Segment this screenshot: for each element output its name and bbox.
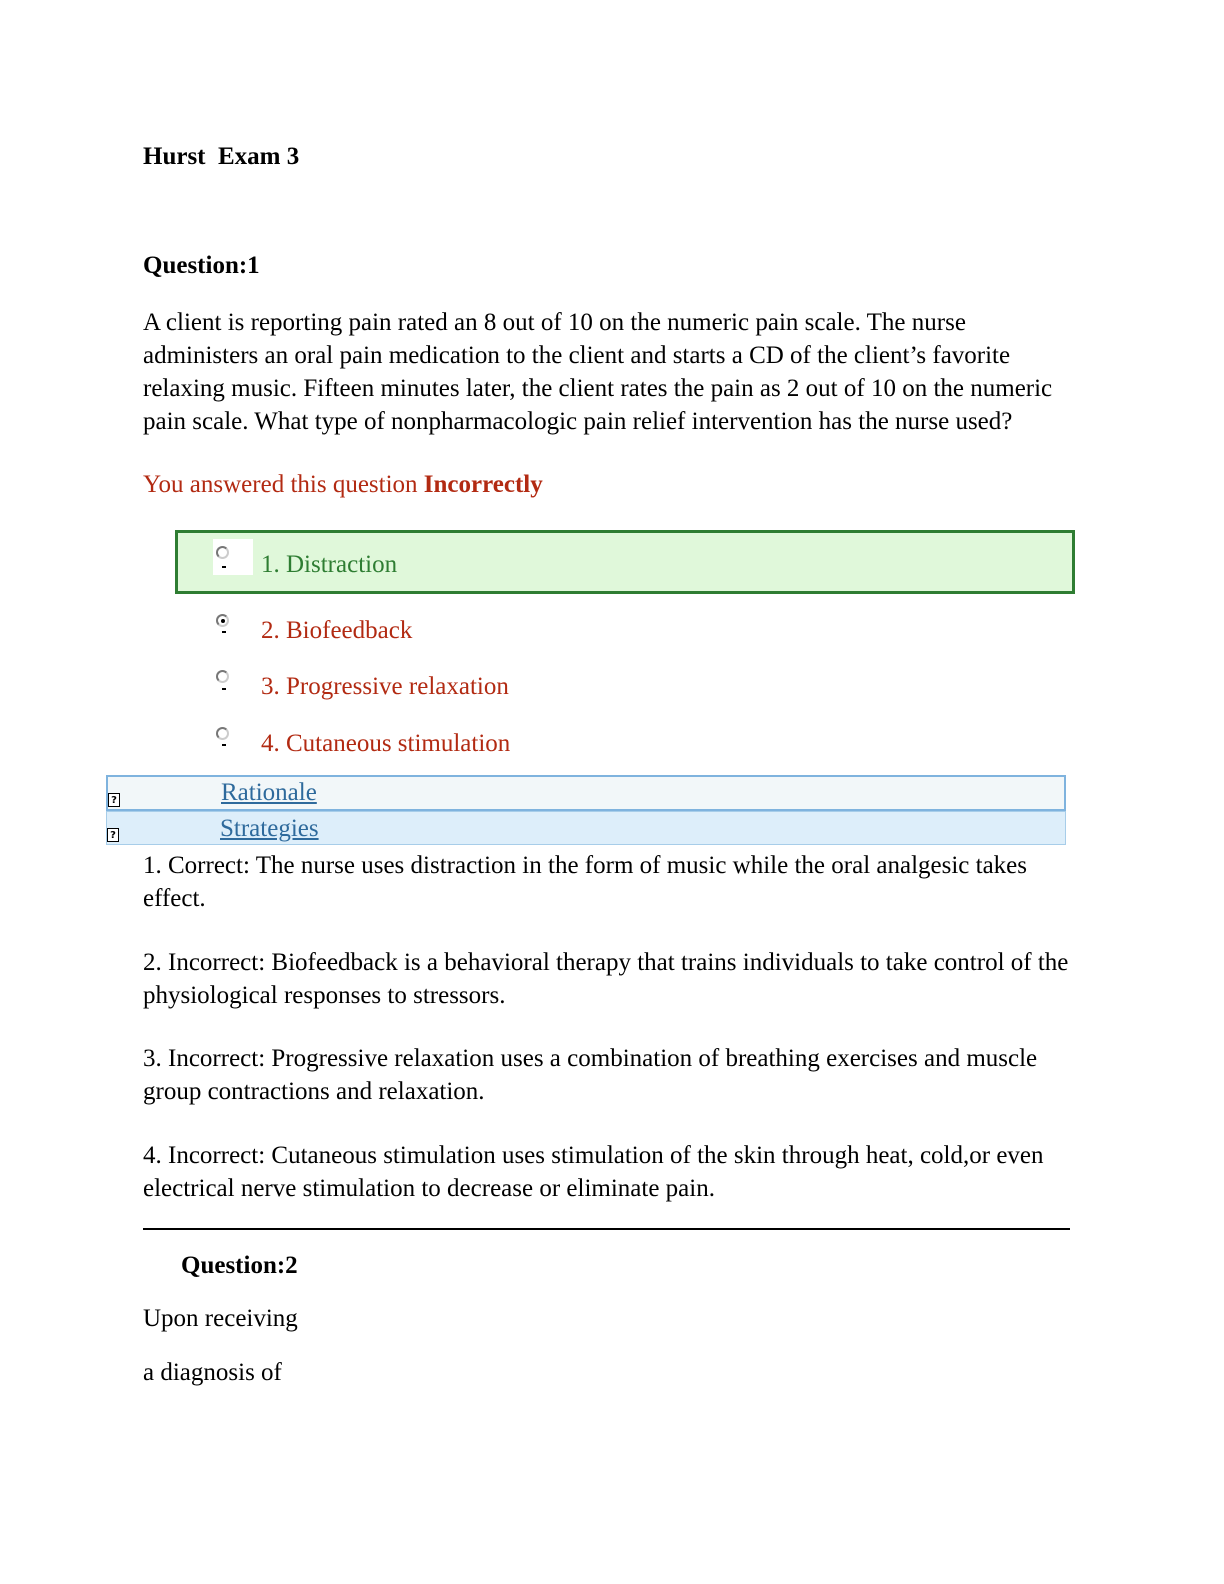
option-4-label[interactable]: 4. Cutaneous stimulation [261,730,511,757]
rationale-row[interactable] [106,775,1066,811]
radio-mark-icon [222,744,226,746]
answer-status [143,471,543,499]
question-2-text-line-1: Upon receiving [143,1305,298,1332]
help-icon: ? [108,793,120,807]
option-3-label[interactable]: 3. Progressive relaxation [261,673,509,700]
section-divider [143,1228,1070,1230]
question-1-text: A client is reporting pain rated an 8 out of 10 on the numeric pain scale. The nurse administers an oral pain medication to the client and starts a CD of the client’s favorite relaxing music. Fifteen minutes later, the client rates the pain as 2 out of 10 on the numeric pain scale. What type of nonpharmacologic pain relief intervention has the nurse used? [143,309,1053,435]
rationale-link[interactable]: Rationale [221,779,317,806]
rationale-4: 4. Incorrect: Cutaneous stimulation uses stimulation of the skin through heat, cold,or even electrical nerve stimulation to decrease or eliminate pain. [143,1142,1044,1202]
option-4-radio[interactable] [216,727,229,740]
rationale-2: 2. Incorrect: Biofeedback is a behavioral therapy that trains individuals to take control of the physiological responses to stressors. [143,949,1069,1009]
help-icon: ? [107,828,119,842]
question-2-heading: Question:2 [181,1252,298,1279]
option-2-radio[interactable] [216,614,229,627]
answer-status-result: Incorrectly [423,471,543,498]
strategies-link[interactable]: Strategies [220,815,319,842]
option-3-radio[interactable] [216,670,229,683]
document-title: Hurst Exam 3 [143,143,300,170]
radio-mark-icon [222,566,226,568]
question-1-heading: Question:1 [143,252,260,279]
rationale-3: 3. Incorrect: Progressive relaxation uses a combination of breathing exercises and muscle group contractions and relaxation. [143,1045,1038,1105]
option-1-radio[interactable] [216,546,229,559]
option-2-label[interactable]: 2. Biofeedback [261,617,413,644]
radio-mark-icon [222,688,226,690]
answer-status-prefix: You answered this question [143,471,424,498]
strategies-row[interactable] [106,811,1066,845]
rationale-1: 1. Correct: The nurse uses distraction in the form of music while the oral analgesic takes effect. [143,852,1028,912]
radio-mark-icon [222,631,226,633]
option-1-label[interactable]: 1. Distraction [261,551,398,578]
question-2-text-line-2: a diagnosis of [143,1359,282,1386]
